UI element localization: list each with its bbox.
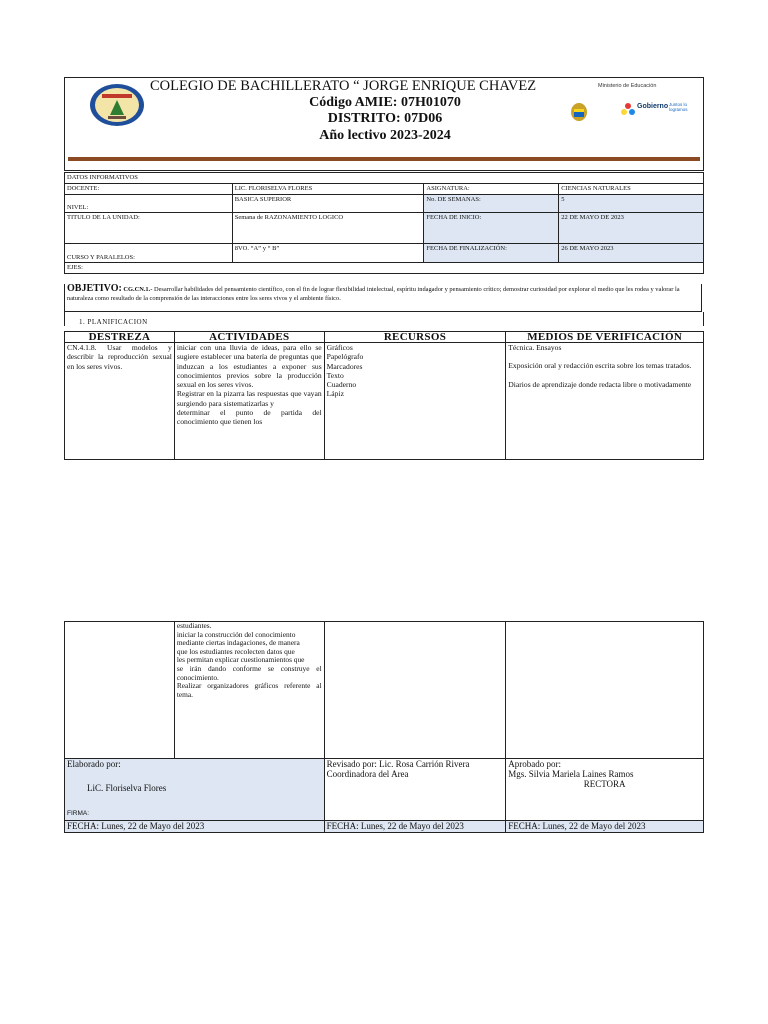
- planificacion-row: [64, 312, 704, 326]
- revisado-role: Coordinadora del Area: [326, 769, 409, 779]
- recurso-item: Lápiz: [326, 389, 344, 399]
- destreza-cell: CN.4.1.8. Usar modelos y describir la reproducción sexual en los seres vivos.: [65, 343, 175, 460]
- medio-item: Técnica. Ensayos: [508, 343, 562, 352]
- actividad-item: estudiantes.: [176, 621, 212, 630]
- col-actividades: ACTIVIDADES: [174, 332, 324, 343]
- revisado-cell: [324, 759, 506, 821]
- objetivo-code: CG.CN.1.-: [123, 286, 153, 293]
- recursos-cell-empty: [324, 622, 506, 759]
- fecha-aprobado: FECHA: Lunes, 22 de Mayo del 2023: [506, 821, 704, 833]
- recurso-item: Cuaderno: [326, 380, 357, 390]
- recurso-item: Marcadores: [326, 361, 363, 371]
- amie-code: Código AMIE: 07H01070: [309, 95, 461, 110]
- actividad-item: se irán dando conforme se construye el conocimiento.: [176, 663, 322, 682]
- info-table: [64, 172, 704, 274]
- aprobado-name: Mgs. Silvia Mariela Laines Ramos: [508, 769, 634, 779]
- actividad-item: Realizar organizadores gráficos referente al tema.: [176, 681, 322, 699]
- school-year: Año lectivo 2023-2024: [319, 128, 451, 143]
- col-medios: MEDIOS DE VERIFICACIÓN: [506, 332, 704, 343]
- aprobado-role: RECTORA: [583, 779, 626, 789]
- elaborado-name: LiC. Floriselva Flores: [87, 783, 167, 793]
- asignatura-label: ASIGNATURA:: [424, 184, 559, 195]
- fecha-revisado: FECHA: Lunes, 22 de Mayo del 2023: [324, 821, 506, 833]
- coat-of-arms-icon: [568, 100, 590, 122]
- elaborado-cell: [65, 759, 325, 821]
- planificacion-title: 1. PLANIFICACION: [79, 318, 148, 326]
- medios-cell: [506, 343, 704, 460]
- actividades-cell: [174, 343, 324, 460]
- medios-cell-empty: [506, 622, 704, 759]
- destreza-cell-empty: [65, 622, 175, 759]
- fecha-elaborado: FECHA: Lunes, 22 de Mayo del 2023: [65, 821, 325, 833]
- planning-table-continued: [64, 621, 704, 759]
- ministry-label: Ministerio de Educación: [598, 83, 657, 89]
- info-section-title: DATOS INFORMATIVOS: [65, 173, 704, 184]
- objetivo-label: OBJETIVO:: [67, 283, 122, 294]
- objetivo-text: Desarrollar habilidades del pensamiento científico, con el fin de lograr flexibilidad intelectual, espíritu indagador y pensamiento crítico; demostrar curiosidad por explorar el medio que les rodea y valorar la naturaleza como resultado de la comprensión de las interacciones entre los seres vivos y el ambiente físico.: [67, 286, 680, 302]
- docente-label: DOCENTE:: [65, 184, 233, 195]
- medio-item: Diarios de aprendizaje donde redacta libre o motivadamente: [508, 379, 692, 389]
- recursos-cell: [324, 343, 506, 460]
- revisado-label: Revisado por: Lic. Rosa Carrión Rivera: [326, 759, 470, 769]
- actividad-item: que los estudiantes recolecten datos que: [176, 646, 295, 656]
- gov-flower-icon: [620, 102, 636, 118]
- aprobado-cell: [506, 759, 704, 821]
- actividad-item: Registrar en la pizarra las respuestas que vayan surgiendo para sistematizarlas y: [176, 389, 322, 408]
- fin-value: 26 DE MAYO 2023: [559, 244, 704, 263]
- titulo-value: Semana de RAZONAMIENTO LOGICO: [232, 213, 424, 244]
- school-logo: [88, 82, 146, 128]
- planning-table: [64, 331, 704, 460]
- inicio-value: 22 DE MAYO DE 2023: [559, 213, 704, 244]
- recurso-item: Gráficos: [326, 343, 353, 352]
- district: DISTRITO: 07D06: [327, 111, 443, 126]
- nivel-value: BASICA SUPERIOR: [232, 195, 424, 213]
- actividad-item: les permitan explicar cuestionamientos que: [176, 655, 305, 665]
- objetivo-box: [64, 284, 702, 312]
- firma-label: FIRMA:: [67, 810, 90, 817]
- col-recursos: RECURSOS: [324, 332, 506, 343]
- elaborado-label: Elaborado por:: [67, 759, 121, 769]
- actividad-item: iniciar la construcción del conocimiento: [176, 629, 296, 639]
- actividades-cell-continued: [174, 622, 324, 759]
- school-name: COLEGIO DE BACHILLERATO “ JORGE ENRIQUE CHAVEZ: [150, 78, 537, 94]
- recurso-item: Papelógrafo: [326, 352, 364, 362]
- semanas-value: 5: [559, 195, 704, 213]
- government-logos: [568, 100, 698, 122]
- medio-item: Exposición oral y redacción escrita sobre los temas tratados.: [508, 361, 692, 371]
- curso-label: CURSO Y PARALELOS:: [65, 244, 233, 263]
- curso-value: 8VO. “A” y “ B”: [232, 244, 424, 263]
- semanas-label: No. DE SEMANAS:: [424, 195, 559, 213]
- ejes-label: EJES:: [65, 263, 704, 274]
- nivel-label: NIVEL:: [65, 195, 233, 213]
- fin-label: FECHA DE FINALIZACIÓN:: [424, 244, 559, 263]
- actividad-item: determinar el punto de partida del conocimiento que tienen los: [176, 408, 322, 427]
- signature-table: [64, 758, 704, 833]
- docente-value: LIC. FLORISELVA FLORES: [232, 184, 424, 195]
- gov-slogan: Juntos lo logramos: [669, 102, 688, 112]
- actividad-item: mediante ciertas indagaciones, de manera: [176, 638, 300, 648]
- aprobado-label: Aprobado por:: [508, 759, 562, 769]
- asignatura-value: CIENCIAS NATURALES: [559, 184, 704, 195]
- titulo-label: TITULO DE LA UNIDAD:: [65, 213, 233, 244]
- header-divider: [68, 157, 700, 161]
- inicio-label: FECHA DE INICIO:: [424, 213, 559, 244]
- actividad-item: iniciar con una lluvia de ideas, para ello se sugiere establecer una batería de preguntas que induzcan a los estudiantes a exponer sus conocimientos previos sobre la producción sexual en los seres vivos.: [176, 343, 322, 390]
- col-destreza: DESTREZA: [65, 332, 175, 343]
- recurso-item: Texto: [326, 370, 344, 380]
- gov-label: Gobierno: [637, 103, 669, 110]
